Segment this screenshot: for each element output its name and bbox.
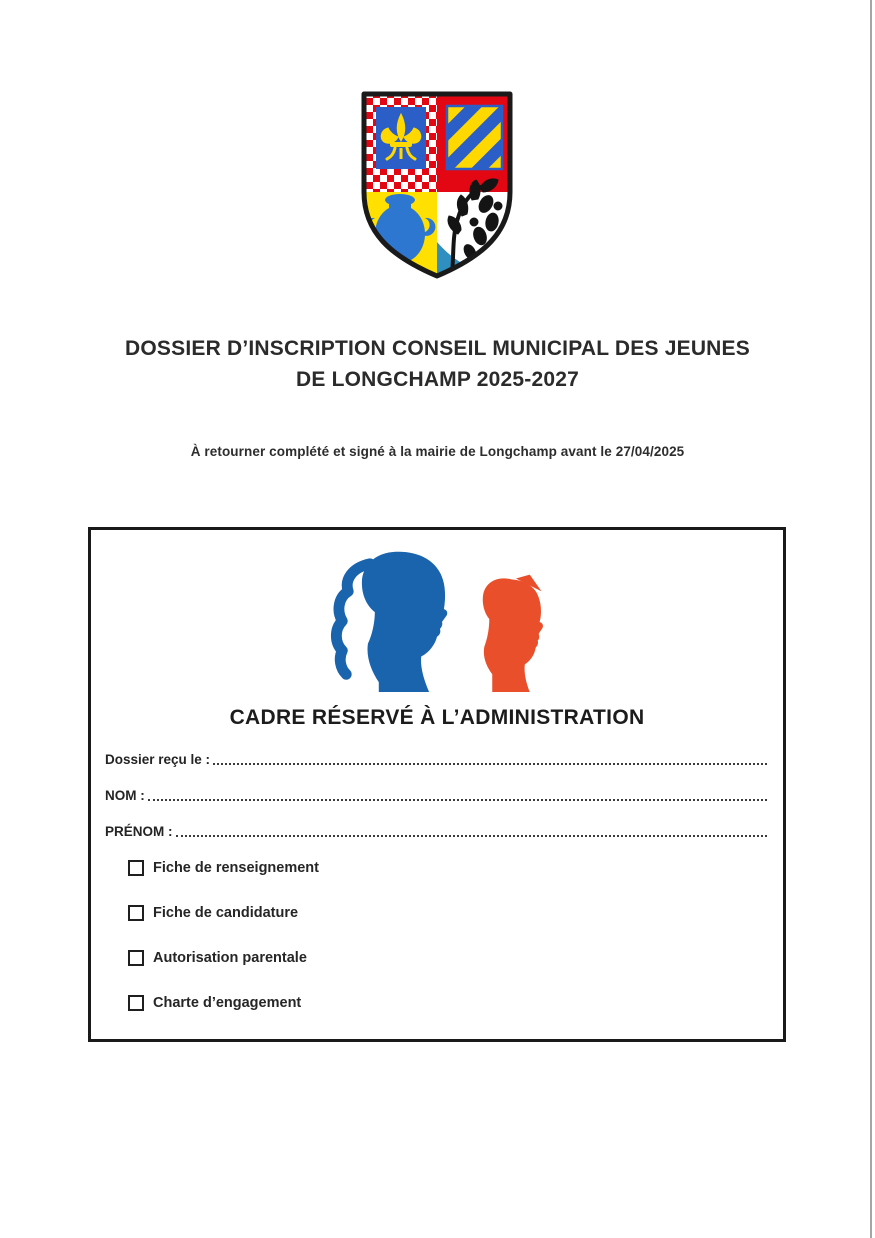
field-dossier-recu-le xyxy=(105,752,767,767)
checkbox-icon xyxy=(128,905,144,921)
field-label: Dossier reçu le : xyxy=(105,752,211,767)
dotted-fill-line xyxy=(213,762,767,765)
return-instructions: À retourner complété et signé à la mairie de Longchamp avant le 27/04/2025 xyxy=(190,444,685,459)
admin-reserved-box xyxy=(88,527,786,1042)
page-title-line2: DE LONGCHAMP 2025-2027 xyxy=(296,368,579,391)
field-label: NOM : xyxy=(105,788,145,803)
checklist-item-fiche-candidature xyxy=(128,905,783,921)
dotted-fill-line xyxy=(148,798,767,801)
checklist-label: Fiche de candidature xyxy=(153,905,299,921)
page-title xyxy=(60,333,815,395)
checklist-item-fiche-renseignement xyxy=(128,860,783,876)
field-prenom xyxy=(105,824,767,839)
youth-silhouettes-icon xyxy=(318,546,556,694)
field-label: PRÉNOM : xyxy=(105,824,173,839)
admin-box-heading: CADRE RÉSERVÉ À L’ADMINISTRATION xyxy=(229,706,645,729)
checkbox-icon xyxy=(128,950,144,966)
vertical-scrollbar[interactable] xyxy=(870,0,872,1238)
dotted-fill-line xyxy=(176,834,768,837)
checklist-item-charte-engagement xyxy=(128,995,783,1011)
admin-checklist xyxy=(128,860,783,1011)
checklist-label: Charte d’engagement xyxy=(153,995,302,1011)
checkbox-icon xyxy=(128,860,144,876)
admin-fields xyxy=(105,752,767,839)
checkbox-icon xyxy=(128,995,144,1011)
coat-of-arms-icon xyxy=(352,84,522,284)
page-title-line1: DOSSIER D’INSCRIPTION CONSEIL MUNICIPAL DES JEUNES xyxy=(125,337,750,360)
checklist-label: Autorisation parentale xyxy=(153,950,307,966)
checklist-item-autorisation-parentale xyxy=(128,950,783,966)
field-nom xyxy=(105,788,767,803)
checklist-label: Fiche de renseignement xyxy=(153,860,319,876)
